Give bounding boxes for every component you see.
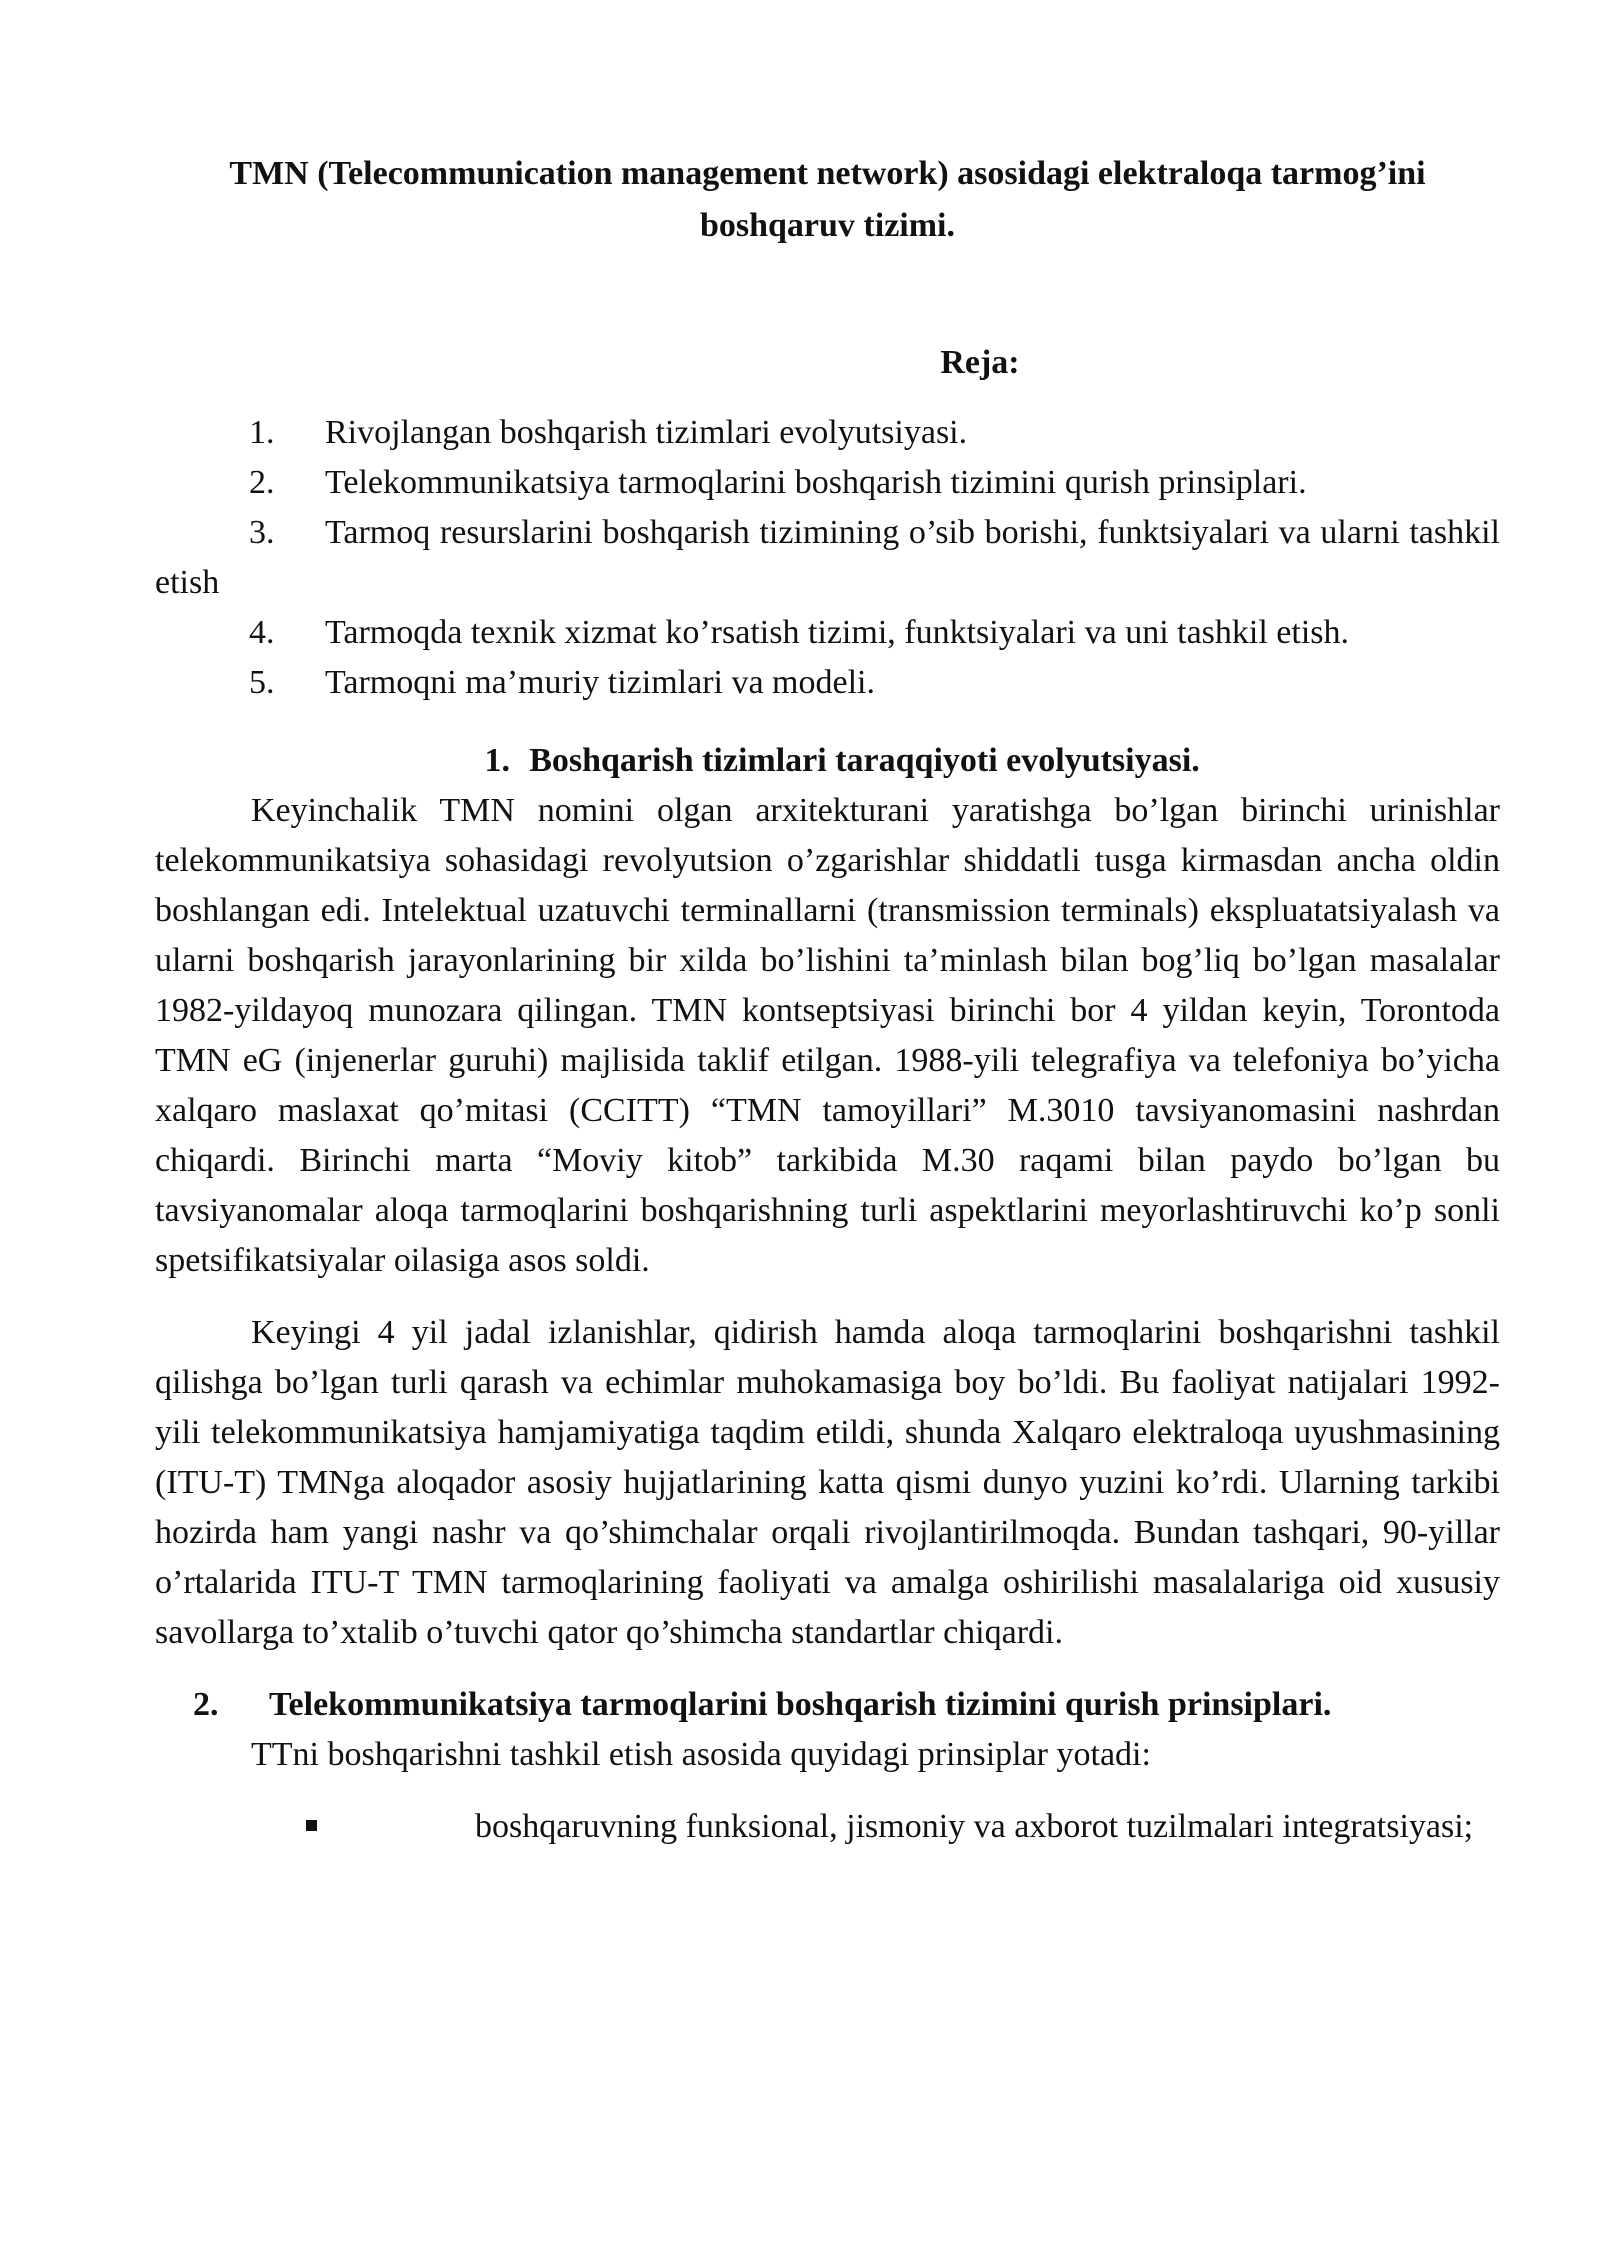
plan-heading: Reja:	[940, 344, 1020, 381]
section-1-paragraph-2: Keyingi 4 yil jadal izlanishlar, qidirish hamda aloqa tarmoqlarini boshqarishni tashkil qilishga bo’lgan turli qarash va echimlar muhokamasiga boy bo’ldi. Bu faoliyat natijalari 1992-yili telekommunikatsiya hamjamiyatiga taqdim etildi, shunda Xalqaro elektraloqa uyushmasining (ITU-T) TMNga aloqador asosiy hujjatlarining katta qismi dunyo yuzini ko’rdi. Ularning tarkibi hozirda ham yangi nashr va qo’shimchalar orqali rivojlantirilmoqda. Bundan tashqari, 90-yillar o’rtalarida ITU-T TMN tarmoqlarining faoliyati va amalga oshirilishi masalalariga oid xususiy savollarga to’xtalib o’tuvchi qator qo’shimcha standartlar chiqardi.	[155, 1314, 1500, 1651]
plan-item-number: 4.	[249, 614, 275, 651]
section-2-heading	[155, 1680, 1500, 1730]
plan-item	[155, 408, 1500, 458]
document-title: TMN (Telecommunication management network) asosidagi elektraloqa tarmog’ini boshqaruv tizimi.	[229, 155, 1426, 244]
document-page	[155, 148, 1500, 1852]
section-1-heading	[155, 736, 1500, 786]
bullet-item	[155, 1802, 1500, 1852]
plan-item-text: Tarmoqni ma’muriy tizimlari va modeli.	[325, 664, 875, 701]
plan-item-number: 5.	[249, 664, 275, 701]
plan-item-text: Rivojlangan boshqarish tizimlari evolyutsiyasi.	[325, 414, 968, 451]
plan-item-text: Telekommunikatsiya tarmoqlarini boshqarish tizimini qurish prinsiplari.	[325, 464, 1307, 501]
section-1-title: Boshqarish tizimlari taraqqiyoti evolyutsiyasi.	[529, 742, 1200, 779]
plan-item-text: Tarmoqda texnik xizmat ko’rsatish tizimi, funktsiyalari va uni tashkil etish.	[325, 614, 1350, 651]
section-1-paragraph-1: Keyinchalik TMN nomini olgan arxitekturani yaratishga bo’lgan birinchi urinishlar telekommunikatsiya sohasidagi revolyutsion o’zgarishlar shiddatli tusga kirmasdan ancha oldin boshlangan edi. Intelektual uzatuvchi terminallarni (transmission terminals) ekspluatatsiyalash va ularni boshqarish jarayonlarining bir xilda bo’lishini ta’minlash bilan bog’liq bo’lgan masalalar 1982-yildayoq munozara qilingan. TMN kontseptsiyasi birinchi bor 4 yildan keyin, Torontoda TMN eG (injenerlar guruhi) majlisida taklif etilgan. 1988-yili telegrafiya va telefoniya bo’yicha xalqaro maslaxat qo’mitasi (CCITT) “TMN tamoyillari” M.3010 tavsiyanomasini nashrdan chiqardi. Birinchi marta “Moviy kitob” tarkibida M.30 raqami bilan paydo bo’lgan bu tavsiyanomalar aloqa tarmoqlarini boshqarishning turli aspektlarini meyorlashtiruvchi ko’p sonli spetsifikatsiyalar oilasiga asos soldi.	[155, 792, 1500, 1279]
section-1-number: 1.	[484, 742, 510, 779]
plan-item	[155, 458, 1500, 508]
plan-item	[155, 508, 1500, 608]
plan-item	[155, 658, 1500, 708]
section-2-intro: TTni boshqarishni tashkil etish asosida quyidagi prinsiplar yotadi:	[251, 1736, 1151, 1773]
square-bullet-icon	[306, 1820, 317, 1831]
plan-item-number: 2.	[249, 464, 275, 501]
plan-item-text: Tarmoq resurslarini boshqarish tizimining o’sib borishi, funktsiyalari va ularni tashkil etish	[155, 514, 1500, 601]
section-2-title: Telekommunikatsiya tarmoqlarini boshqarish tizimini qurish prinsiplari.	[269, 1686, 1332, 1723]
bullet-text: boshqaruvning funksional, jismoniy va axborot tuzilmalari integratsiyasi;	[475, 1808, 1474, 1845]
plan-item-number: 3.	[249, 514, 275, 551]
section-2-number: 2.	[193, 1686, 219, 1723]
bullet-marker	[155, 1802, 475, 1852]
plan-list	[155, 408, 1500, 708]
plan-item	[155, 608, 1500, 658]
plan-item-number: 1.	[249, 414, 275, 451]
